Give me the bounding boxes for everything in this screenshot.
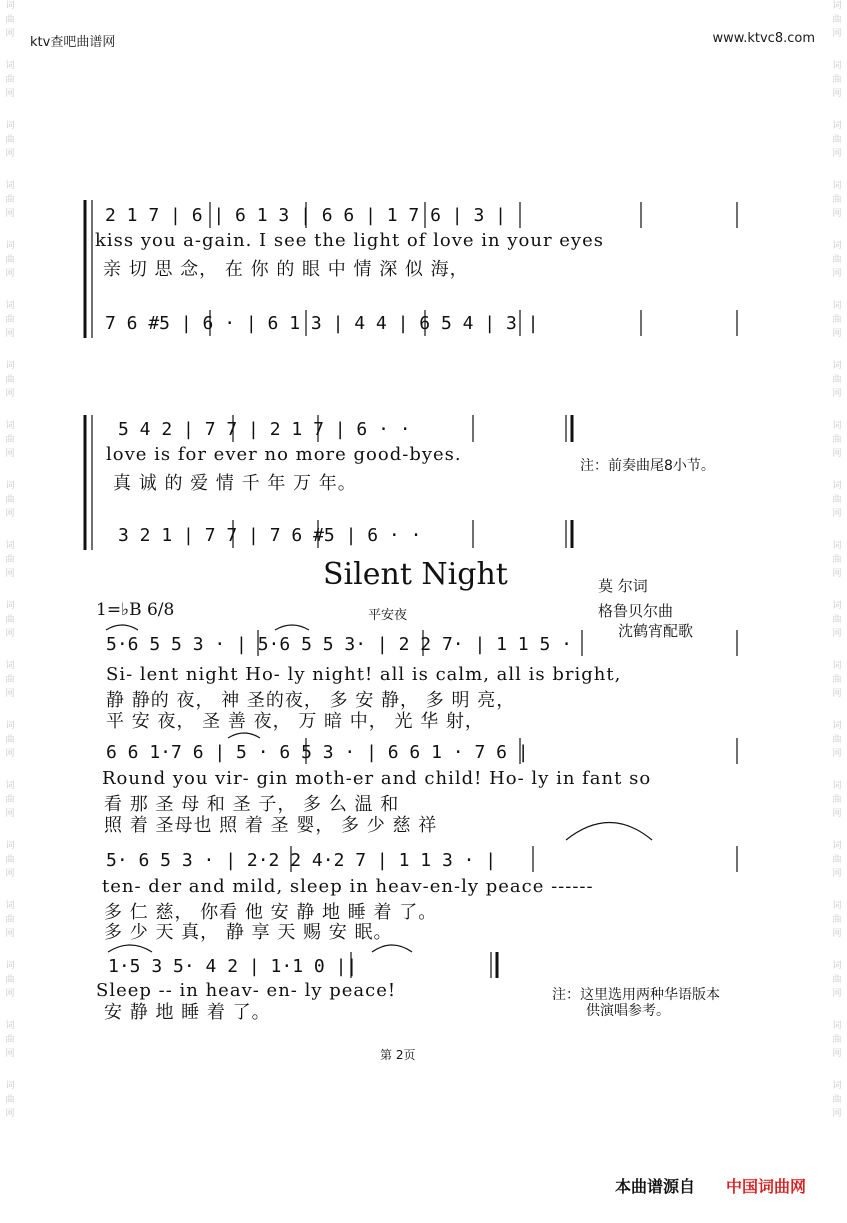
watermark-char: 曲 (5, 255, 15, 265)
watermark-char: 词 (832, 421, 842, 431)
intro-note: 注：前奏曲尾8小节。 (580, 458, 715, 474)
watermark-char: 词 (832, 661, 842, 671)
watermark-char: 网 (5, 929, 15, 939)
watermark-char: 曲 (832, 555, 842, 565)
version-note-line1: 注：这里选用两种华语版本 (552, 987, 720, 1003)
watermark-char: 网 (5, 629, 15, 639)
watermark-char: 词 (832, 61, 842, 71)
watermark-char: 曲 (5, 435, 15, 445)
line3-notes: 5· 6 5 3 · | 2·2 2 4·2 7 | 1 1 3 · | (106, 850, 497, 871)
watermark-char: 词 (5, 361, 15, 371)
watermark-char: 词 (5, 241, 15, 251)
watermark-char: 词 (832, 1021, 842, 1031)
line2-notes: 6 6 1·7 6 | 5 · 6 5 3 · | 6 6 1 · 7 6 | (106, 742, 529, 763)
watermark-char: 曲 (5, 15, 15, 25)
system2-chinese-lyrics: 真 诚 的 爱 情 千 年 万 年。 (113, 473, 357, 494)
watermark-char: 词 (5, 601, 15, 611)
watermark-char: 曲 (832, 135, 842, 145)
watermark-char: 词 (832, 181, 842, 191)
lyricist-credit: 莫 尔词 (598, 577, 648, 595)
composer-credit: 格鲁贝尔曲 (598, 602, 674, 620)
watermark-char: 词 (5, 61, 15, 71)
site-name-left[interactable]: ktv查吧曲谱网 (30, 35, 116, 50)
watermark-char: 网 (832, 209, 842, 219)
watermark-char: 词 (5, 121, 15, 131)
page-number: 第 2页 (380, 1048, 416, 1062)
watermark-char: 网 (832, 509, 842, 519)
watermark-char: 词 (832, 241, 842, 251)
song-subtitle: 平安夜 (368, 608, 408, 623)
system2-bottom-notes: 3 2 1 | 7 7 | 7 6 #5 | 6 · · (118, 525, 422, 546)
watermark-char: 网 (5, 1049, 15, 1059)
watermark-char: 词 (5, 841, 15, 851)
line2-english: Round you vir- gin moth-er and child! Ho- ly in fant so (102, 768, 652, 789)
watermark-char: 网 (5, 509, 15, 519)
watermark-char: 曲 (5, 795, 15, 805)
watermark-char: 网 (832, 629, 842, 639)
line1-chinese-2: 平 安 夜， 圣 善 夜， 万 暗 中， 光 华 射， (106, 711, 484, 732)
watermark-char: 词 (5, 181, 15, 191)
watermark-char: 曲 (832, 315, 842, 325)
watermark-char: 曲 (832, 1095, 842, 1105)
watermark-char: 网 (832, 329, 842, 339)
watermark-char: 网 (5, 269, 15, 279)
watermark-char: 网 (5, 389, 15, 399)
song-title: Silent Night (323, 557, 508, 592)
watermark-char: 词 (5, 541, 15, 551)
watermark-char: 词 (832, 841, 842, 851)
watermark-char: 词 (832, 1081, 842, 1091)
watermark-char: 曲 (5, 195, 15, 205)
watermark-char: 曲 (832, 795, 842, 805)
watermark-char: 曲 (5, 675, 15, 685)
line4-english: Sleep -- in heav- en- ly peace! (96, 980, 397, 1001)
watermark-char: 网 (832, 29, 842, 39)
watermark-char: 曲 (832, 375, 842, 385)
watermark-char: 曲 (832, 195, 842, 205)
watermark-char: 网 (832, 809, 842, 819)
system2-top-notes: 5 4 2 | 7 7 | 2 1 7 | 6 · · (118, 419, 411, 440)
watermark-char: 曲 (5, 495, 15, 505)
watermark-char: 网 (5, 689, 15, 699)
watermark-char: 网 (5, 329, 15, 339)
watermark-char: 曲 (832, 255, 842, 265)
watermark-char: 词 (832, 781, 842, 791)
watermark-char: 网 (832, 869, 842, 879)
line2-chinese-2: 照 着 圣母也 照 着 圣 婴， 多 少 慈 祥 (104, 815, 438, 836)
key-signature: 1=♭B 6/8 (96, 600, 175, 620)
watermark-char: 词 (832, 601, 842, 611)
watermark-char: 曲 (5, 75, 15, 85)
watermark-char: 网 (832, 689, 842, 699)
watermark-char: 网 (832, 1049, 842, 1059)
watermark-char: 词 (5, 781, 15, 791)
watermark-char: 网 (5, 209, 15, 219)
watermark-char: 曲 (5, 315, 15, 325)
watermark-char: 曲 (5, 615, 15, 625)
watermark-char: 网 (5, 869, 15, 879)
watermark-char: 网 (832, 929, 842, 939)
watermark-char: 曲 (832, 75, 842, 85)
system1-top-notes: 2 1 7 | 6 | 6 1 3 | 6 6 | 1 7 6 | 3 | (105, 205, 506, 226)
line2-chinese-1: 看 那 圣 母 和 圣 子， 多 么 温 和 (104, 794, 400, 815)
watermark-char: 词 (832, 121, 842, 131)
watermark-char: 曲 (832, 675, 842, 685)
watermark-char: 网 (832, 449, 842, 459)
footer-source-label: 本曲谱源自 (615, 1177, 696, 1196)
watermark-char: 曲 (5, 855, 15, 865)
watermark-char: 词 (5, 1, 15, 11)
line3-chinese-2: 多 少 天 真， 静 享 天 赐 安 眠。 (104, 922, 393, 943)
watermark-char: 曲 (5, 735, 15, 745)
system1-bottom-notes: 7 6 #5 | 6 · | 6 1 3 | 4 4 | 6 5 4 | 3 | (105, 313, 539, 334)
watermark-char: 词 (5, 661, 15, 671)
watermark-char: 曲 (832, 735, 842, 745)
watermark-char: 曲 (832, 15, 842, 25)
version-note-line2: 供演唱参考。 (586, 1003, 670, 1019)
watermark-char: 词 (832, 481, 842, 491)
watermark-char: 词 (5, 301, 15, 311)
watermark-char: 网 (832, 749, 842, 759)
watermark-char: 网 (5, 89, 15, 99)
watermark-char: 网 (832, 89, 842, 99)
watermark-char: 曲 (5, 555, 15, 565)
watermark-char: 词 (832, 1, 842, 11)
watermark-char: 词 (832, 541, 842, 551)
watermark-char: 网 (5, 749, 15, 759)
watermark-char: 曲 (5, 375, 15, 385)
watermark-char: 词 (5, 1021, 15, 1031)
site-url-right[interactable]: www.ktvc8.com (712, 31, 815, 46)
watermark-char: 曲 (832, 615, 842, 625)
watermark-char: 词 (5, 961, 15, 971)
line4-chinese: 安 静 地 睡 着 了。 (104, 1002, 271, 1023)
watermark-char: 词 (832, 901, 842, 911)
watermark-char: 网 (832, 989, 842, 999)
watermark-char: 网 (5, 989, 15, 999)
system1-english-lyrics: kiss you a-gain. I see the light of love in your eyes (95, 230, 604, 251)
line1-notes: 5·6 5 5 3 · | 5·6 5 5 3· | 2 2 7· | 1 1 5 · (106, 634, 572, 655)
watermark-char: 曲 (832, 915, 842, 925)
watermark-char: 曲 (832, 975, 842, 985)
watermark-char: 网 (832, 1109, 842, 1119)
watermark-char: 曲 (5, 915, 15, 925)
watermark-char: 词 (5, 901, 15, 911)
watermark-char: 曲 (5, 975, 15, 985)
watermark-char: 曲 (5, 135, 15, 145)
system2-english-lyrics: love is for ever no more good-byes. (106, 444, 462, 465)
watermark-char: 网 (5, 569, 15, 579)
watermark-char: 词 (832, 961, 842, 971)
watermark-char: 曲 (832, 855, 842, 865)
footer-source-site[interactable]: 中国词曲网 (726, 1177, 807, 1196)
watermark-char: 词 (832, 361, 842, 371)
line3-english: ten- der and mild, sleep in heav-en-ly peace ------ (102, 876, 594, 897)
watermark-char: 网 (5, 449, 15, 459)
watermark-char: 网 (832, 569, 842, 579)
watermark-char: 网 (832, 389, 842, 399)
watermark-char: 网 (5, 29, 15, 39)
line4-notes: 1·5 3 5· 4 2 | 1·1 0 || (108, 956, 358, 977)
watermark-char: 词 (832, 721, 842, 731)
line1-english: Si- lent night Ho- ly night! all is calm, all is bright, (106, 664, 622, 685)
watermark-char: 网 (5, 809, 15, 819)
system1-chinese-lyrics: 亲 切 思 念， 在 你 的 眼 中 情 深 似 海， (103, 259, 469, 280)
watermark-char: 曲 (5, 1095, 15, 1105)
watermark-char: 网 (5, 149, 15, 159)
watermark-char: 网 (832, 149, 842, 159)
arranger-credit: 沈鹤宵配歌 (618, 622, 694, 640)
watermark-char: 词 (5, 1081, 15, 1091)
watermark-char: 词 (5, 421, 15, 431)
line3-chinese-1: 多 仁 慈， 你看 他 安 静 地 睡 着 了。 (104, 902, 438, 923)
watermark-char: 曲 (832, 1035, 842, 1045)
watermark-char: 词 (5, 721, 15, 731)
watermark-char: 词 (832, 301, 842, 311)
watermark-char: 网 (5, 1109, 15, 1119)
line1-chinese-1: 静 静的 夜， 神 圣的夜， 多 安 静， 多 明 亮， (106, 690, 516, 711)
watermark-char: 曲 (832, 495, 842, 505)
watermark-char: 网 (832, 269, 842, 279)
watermark-char: 曲 (5, 1035, 15, 1045)
watermark-char: 曲 (832, 435, 842, 445)
watermark-char: 词 (5, 481, 15, 491)
